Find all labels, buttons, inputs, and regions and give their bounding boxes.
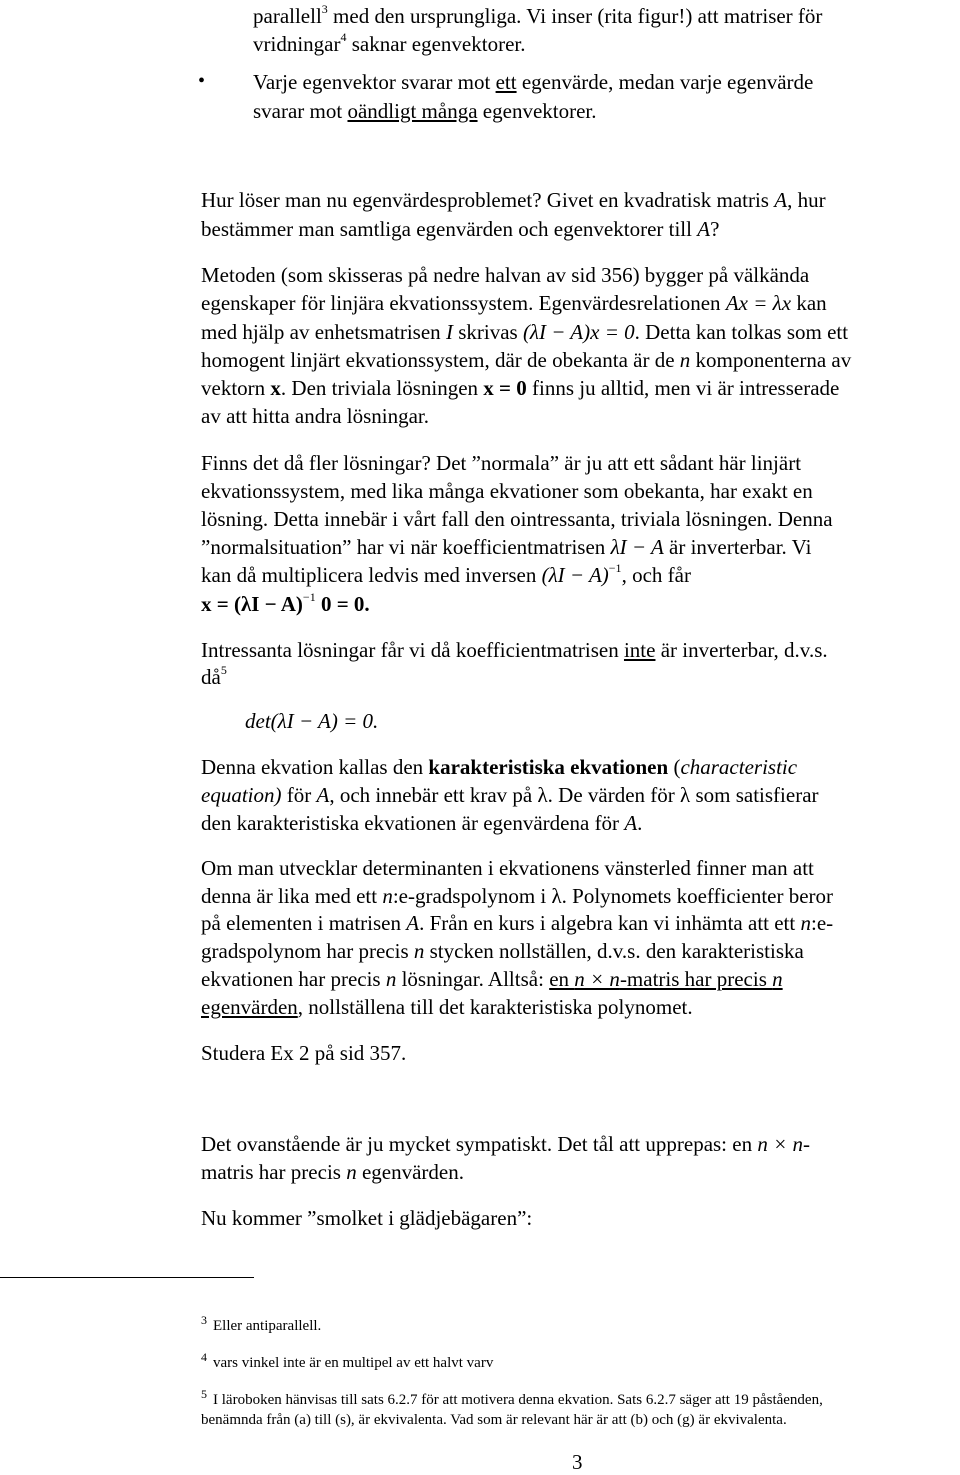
text-line: vridningar$^4$ saknar egenvektorer. [253, 30, 526, 56]
paragraph-line: lösning. Detta innebär i vårt fall den ointressanta, triviala lösningen. Denna [201, 507, 833, 531]
paragraph-line: på elementen i matrisen A. Från en kurs i algebra kan vi inhämta att ett n:e- [201, 911, 834, 935]
bullet-icon: • [198, 70, 206, 92]
paragraph-line: egenvärden, nollställena till det karakteristiska polynomet. [201, 995, 693, 1019]
equation: λI − A [610, 535, 664, 559]
paragraph-line: equation) för A, och innebär ett krav på λ. De värden för λ som satisfierar [201, 783, 819, 807]
footnote: $^3$ Eller antiparallell. [201, 1313, 322, 1334]
footnote: $^5$ I läroboken hänvisas till sats 6.2.7 för att motivera denna ekvation. Sats 6.2.7 säger att 19 påståenden, [201, 1387, 823, 1408]
paragraph-line: gradspolynom har precis n stycken nollställen, d.v.s. den karakteristiska [201, 939, 804, 963]
equation: Ax = λx [725, 291, 792, 315]
equation-line: $x = (\lambda I - A)^{-1}$ 0 = 0. [201, 590, 370, 616]
paragraph-line: Denna ekvation kallas den karakteristiska ekvationen (characteristic [201, 755, 798, 779]
bullet-text: svarar mot oändligt många egenvektorer. [253, 99, 597, 123]
paragraph-line: Studera Ex 2 på sid 357. [201, 1041, 407, 1065]
paragraph-line: Intressanta lösningar får vi då koefficientmatrisen inte är inverterbar, d.v.s. [201, 638, 828, 662]
paragraph-line: den karakteristiska ekvationen är egenvärdena för A. [201, 811, 643, 835]
paragraph-line: Metoden (som skisseras på nedre halvan av sid 356) bygger på välkända [201, 263, 810, 287]
paragraph-line: $då^5$ [201, 663, 227, 689]
paragraph-line: Nu kommer ”smolket i glädjebägaren”: [201, 1206, 533, 1230]
paragraph-line: ”normalsituation” har vi när koefficientmatrisen λI − A är inverterbar. Vi [201, 535, 812, 559]
equation: (λI − A) [541, 563, 609, 587]
page-number: 3 [572, 1450, 583, 1474]
footnote-rule [0, 1277, 254, 1278]
paragraph-line: av att hitta andra lösningar. [201, 404, 430, 428]
paragraph-line: denna är lika med ett n:e-gradspolynom i λ. Polynomets koefficienter beror [201, 884, 834, 908]
paragraph-line: ekvationssystem, med lika många ekvationer som obekanta, har exakt en [201, 479, 813, 503]
paragraph-line: homogent linjärt ekvationssystem, där de obekanta är de n komponenterna av [201, 348, 852, 372]
paragraph-line: vektorn x. Den triviala lösningen x = 0 finns ju alltid, men vi är intresserade [201, 376, 840, 400]
paragraph-line: Hur löser man nu egenvärdesproblemet? Givet en kvadratisk matris A, hur [201, 188, 826, 212]
paragraph-line: bestämmer man samtliga egenvärden och egenvektorer till A? [201, 217, 720, 241]
equation: (λI − A)x = 0 [522, 320, 635, 344]
paragraph-line: med hjälp av enhetsmatrisen I skrivas (λI − A)x = 0. Detta kan tolkas som ett [201, 320, 849, 344]
equation: x = 0 [483, 376, 527, 400]
paragraph-line: egenskaper för linjära ekvationssystem. Egenvärdesrelationen Ax = λx kan [201, 291, 827, 315]
paragraph-line: Finns det då fler lösningar? Det ”normala” är ju att ett sådant här linjärt [201, 451, 802, 475]
bullet-text: Varje egenvektor svarar mot ett egenvärde, medan varje egenvärde [253, 70, 814, 94]
text-line: parallell$^3$ med den ursprungliga. Vi inser (rita figur!) att matriser för [253, 2, 823, 28]
footnote: benämnda från (a) till (s), är ekvivalenta. Vad som är relevant här är att (b) och (g) är ekvivalenta. [201, 1412, 787, 1428]
paragraph-line: ekvationen har precis n lösningar. Alltså: en n × n-matris har precis n [201, 967, 783, 991]
equation-line: det(λI − A) = 0. [245, 709, 379, 733]
paragraph-line: Om man utvecklar determinanten i ekvationens vänsterled finner man att [201, 856, 814, 880]
footnote: $^4$ vars vinkel inte är en multipel av ett halvt varv [201, 1350, 494, 1371]
paragraph-line: kan då multiplicera ledvis med inversen $(\lambda I - A)^{-1}$, och får [201, 561, 691, 587]
paragraph-line: matris har precis n egenvärden. [201, 1160, 464, 1184]
paragraph-line: Det ovanstående är ju mycket sympatiskt. Det tål att upprepas: en n × n- [201, 1132, 811, 1156]
